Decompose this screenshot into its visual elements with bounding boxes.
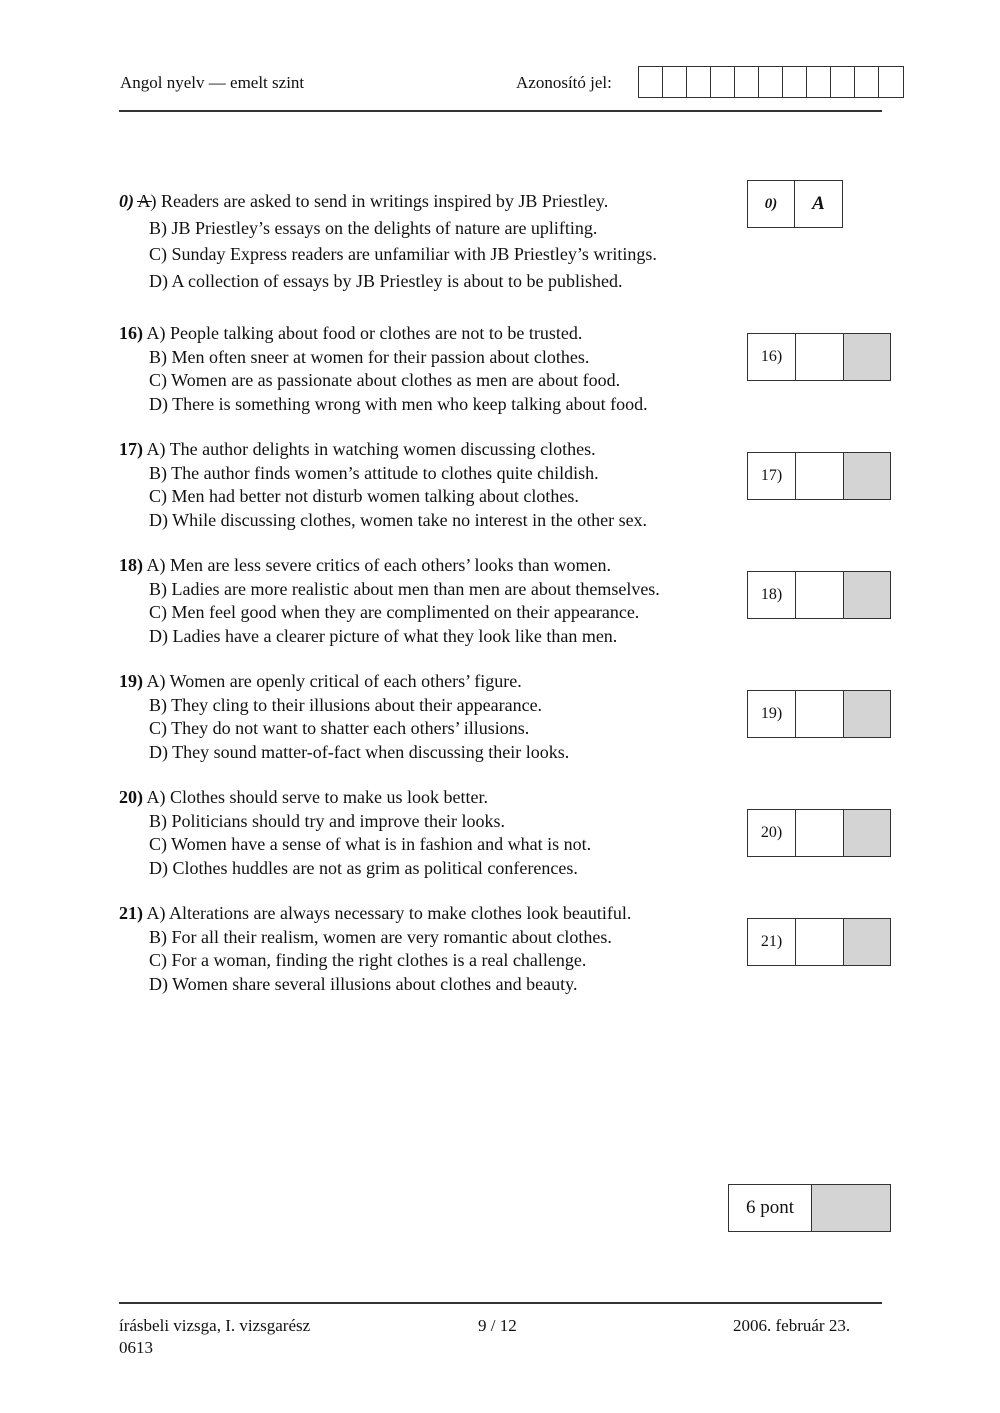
option-b: B) Ladies are more realistic about men than men are about themselves. xyxy=(149,578,660,599)
option-c: C) Women are as passionate about clothes as men are about food. xyxy=(149,370,621,390)
option-b: B) JB Priestley’s essays on the delights of nature are uplifting. xyxy=(149,217,598,238)
footer-rule xyxy=(119,1302,882,1304)
option-c: C) Men feel good when they are complimented on their appearance. xyxy=(149,602,640,622)
option-c: C) For a woman, finding the right clothes is a real challenge. xyxy=(149,950,587,970)
id-box[interactable] xyxy=(783,67,807,97)
header-title: Angol nyelv — emelt szint xyxy=(120,73,305,92)
id-box[interactable] xyxy=(687,67,711,97)
answer-field[interactable] xyxy=(796,691,844,737)
answer-box-18 xyxy=(747,571,891,619)
score-cell xyxy=(844,810,890,856)
score-cell xyxy=(844,691,890,737)
option-d: D) They sound matter-of-fact when discussing their looks. xyxy=(149,741,570,762)
footer-exam: írásbeli vizsga, I. vizsgarész xyxy=(119,1316,311,1335)
option-text: A) Alterations are always necessary to make clothes look beautiful. xyxy=(146,903,632,923)
answer-value: A xyxy=(812,193,825,214)
id-box[interactable] xyxy=(855,67,879,97)
answer-label: 17) xyxy=(748,453,796,499)
question-number: 16) xyxy=(119,323,143,343)
id-boxes xyxy=(638,66,904,98)
answer-label: 21) xyxy=(748,919,796,965)
option-a xyxy=(119,438,647,462)
option-d: D) There is something wrong with men who keep talking about food. xyxy=(149,393,648,414)
score-cell xyxy=(844,334,890,380)
option-text: A) Men are less severe critics of each others’ looks than women. xyxy=(146,555,612,575)
option-d: D) A collection of essays by JB Priestley is about to be published. xyxy=(149,270,623,291)
answer-box-16 xyxy=(747,333,891,381)
option-d: D) While discussing clothes, women take no interest in the other sex. xyxy=(149,509,648,530)
page-number: 9 / 12 xyxy=(478,1316,517,1335)
question-21 xyxy=(119,902,631,996)
id-box[interactable] xyxy=(759,67,783,97)
option-b: B) The author finds women’s attitude to clothes quite childish. xyxy=(149,462,599,483)
example-text: A) Readers are asked to send in writings inspired by JB Priestley. xyxy=(137,191,609,211)
option-b: B) For all their realism, women are very romantic about clothes. xyxy=(149,926,612,947)
answer-box-21 xyxy=(747,918,891,966)
option-c: C) Women have a sense of what is in fashion and what is not. xyxy=(149,834,592,854)
option-a xyxy=(119,554,660,578)
question-18 xyxy=(119,554,660,648)
answer-field[interactable] xyxy=(796,919,844,965)
id-box[interactable] xyxy=(735,67,759,97)
option-b: B) Men often sneer at women for their passion about clothes. xyxy=(149,346,590,367)
question-number: 21) xyxy=(119,903,143,923)
footer-date: 2006. február 23. xyxy=(733,1316,851,1335)
score-label: 6 pont xyxy=(729,1185,812,1231)
score-cell xyxy=(844,572,890,618)
option-d: D) Clothes huddles are not as grim as political conferences. xyxy=(149,857,578,878)
option-c: C) They do not want to shatter each others’ illusions. xyxy=(149,718,530,738)
question-number: 20) xyxy=(119,787,143,807)
question-20 xyxy=(119,786,591,880)
option-d: D) Women share several illusions about clothes and beauty. xyxy=(149,973,578,994)
option-a xyxy=(119,902,631,926)
id-box[interactable] xyxy=(879,67,903,97)
id-label: Azonosító jel: xyxy=(516,73,612,92)
score-cell xyxy=(844,919,890,965)
option-text: A) The author delights in watching women discussing clothes. xyxy=(146,439,596,459)
option-d: D) Ladies have a clearer picture of what they look like than men. xyxy=(149,625,618,646)
option-a xyxy=(119,322,648,346)
crossed-letter: A xyxy=(137,191,151,211)
score-box xyxy=(728,1184,891,1232)
option-a xyxy=(119,786,591,810)
id-box[interactable] xyxy=(663,67,687,97)
option-b: B) They cling to their illusions about their appearance. xyxy=(149,694,543,715)
question-number: 18) xyxy=(119,555,143,575)
question-19 xyxy=(119,670,569,764)
option-a xyxy=(119,670,569,694)
id-box[interactable] xyxy=(711,67,735,97)
score-field xyxy=(812,1185,890,1231)
question-16 xyxy=(119,322,648,416)
answer-label: 18) xyxy=(748,572,796,618)
option-b: B) Politicians should try and improve their looks. xyxy=(149,810,505,831)
answer-label: 19) xyxy=(748,691,796,737)
answer-box-19 xyxy=(747,690,891,738)
option-a xyxy=(119,188,657,215)
answer-label: 0) xyxy=(748,181,795,227)
answer-label: 16) xyxy=(748,334,796,380)
id-box[interactable] xyxy=(831,67,855,97)
score-cell xyxy=(844,453,890,499)
answer-field[interactable] xyxy=(796,572,844,618)
answer-box-20 xyxy=(747,809,891,857)
header-rule xyxy=(119,110,882,112)
answer-field[interactable] xyxy=(796,810,844,856)
example-question xyxy=(119,188,657,294)
answer-label: 20) xyxy=(748,810,796,856)
option-c: C) Sunday Express readers are unfamiliar with JB Priestley’s writings. xyxy=(149,244,657,264)
example-answer-box xyxy=(747,180,843,228)
option-text: A) Clothes should serve to make us look better. xyxy=(146,787,488,807)
question-number: 0) xyxy=(119,191,134,211)
footer-left xyxy=(119,1315,310,1359)
id-box[interactable] xyxy=(639,67,663,97)
option-c: C) Men had better not disturb women talking about clothes. xyxy=(149,486,579,506)
answer-field[interactable] xyxy=(796,334,844,380)
answer-box-17 xyxy=(747,452,891,500)
option-text: A) People talking about food or clothes are not to be trusted. xyxy=(146,323,583,343)
answer-field[interactable] xyxy=(796,453,844,499)
footer-code: 0613 xyxy=(119,1338,153,1357)
question-number: 19) xyxy=(119,671,143,691)
question-number: 17) xyxy=(119,439,143,459)
option-text: A) Women are openly critical of each others’ figure. xyxy=(146,671,522,691)
id-box[interactable] xyxy=(807,67,831,97)
question-17 xyxy=(119,438,647,532)
